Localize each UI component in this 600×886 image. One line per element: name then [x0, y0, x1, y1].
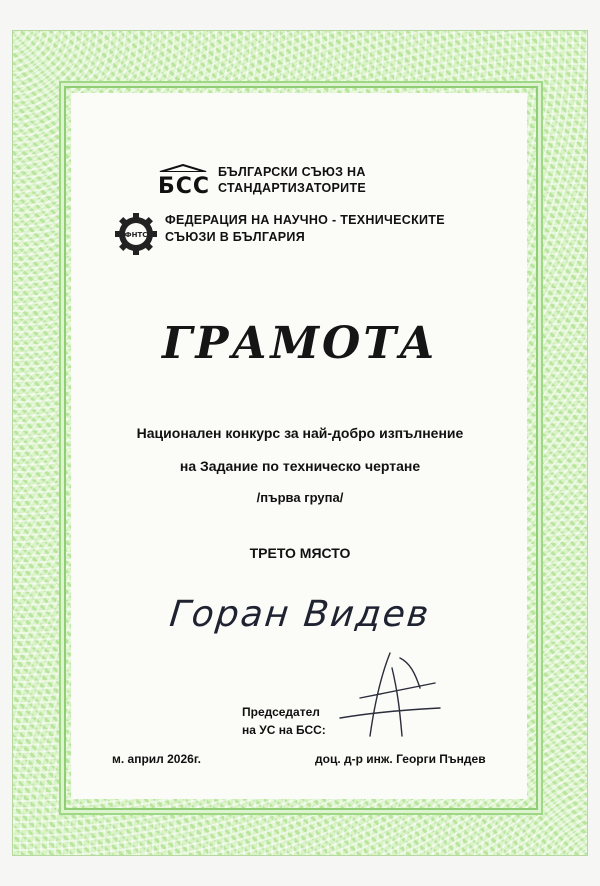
fnts-org-name-line2: СЪЮЗИ В БЪЛГАРИЯ [165, 230, 305, 244]
fnts-logo-text: ФНТС [124, 231, 148, 239]
bss-org-name-line1: БЪЛГАРСКИ СЪЮЗ НА [218, 165, 366, 179]
contest-group: /първа група/ [256, 490, 344, 505]
issue-date: м. април 2026г. [112, 752, 201, 766]
fnts-org-name [165, 212, 445, 246]
recipient-name: Горан Видев [167, 594, 433, 635]
fnts-gear-logo-icon [112, 210, 160, 258]
certificate-title: ГРАМОТА [162, 318, 438, 369]
bss-logo-icon [158, 168, 210, 198]
certificate-body [71, 93, 527, 799]
chair-title-line1: Председател [242, 705, 320, 719]
bss-logo-text: БСС [158, 174, 211, 199]
signature-icon [330, 648, 450, 743]
award-place: ТРЕТО МЯСТО [249, 545, 351, 561]
fnts-org-name-line1: ФЕДЕРАЦИЯ НА НАУЧНО - ТЕХНИЧЕСКИТЕ [165, 213, 445, 227]
contest-line-1: Национален конкурс за най-добро изпълнение [136, 425, 464, 441]
chair-title [242, 703, 326, 739]
bss-org-name [218, 164, 366, 196]
contest-line-2: на Задание по техническо чертане [179, 458, 421, 474]
bss-org-name-line2: СТАНДАРТИЗАТОРИТЕ [218, 181, 367, 195]
signer-name: доц. д-р инж. Георги Пъндев [315, 752, 486, 766]
chair-title-line2: на УС на БСС: [242, 723, 326, 737]
